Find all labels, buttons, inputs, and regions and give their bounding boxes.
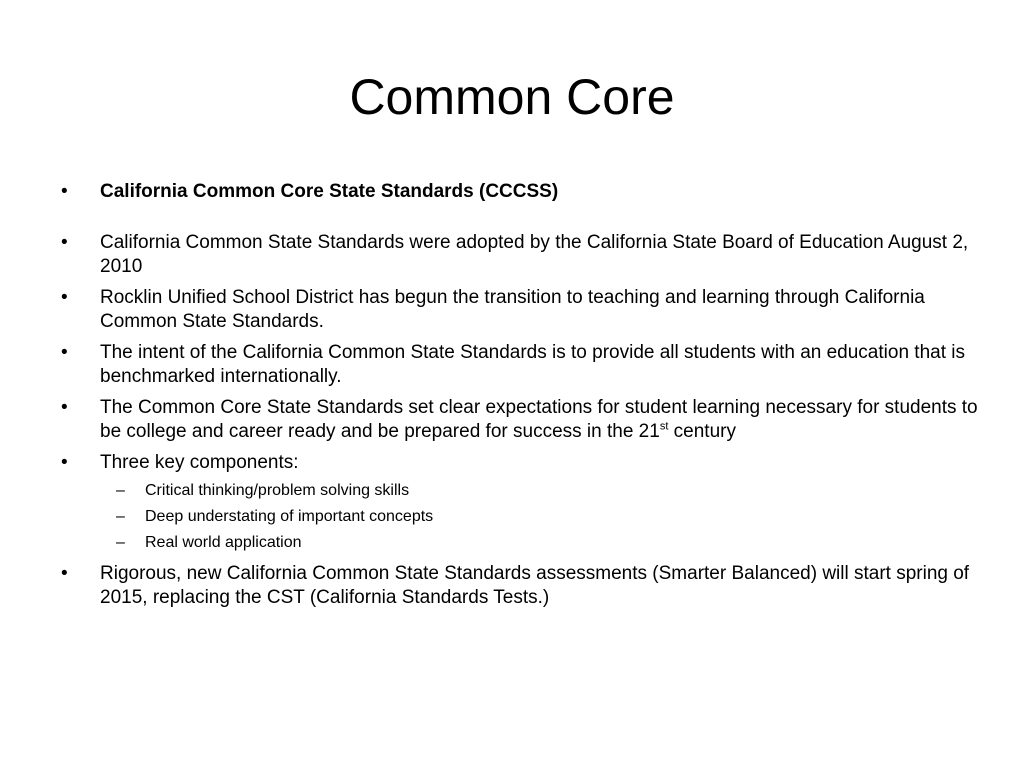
bullet-item [58,562,978,610]
bullet-text-main: The Common Core State Standards set clear expectations for student learning necessary for students to be college and career ready and be prepared for success in the 21 [100,397,978,442]
ordinal-suffix: st [659,420,669,433]
bullet-text [100,397,978,442]
bullet-text: The intent of the California Common State Standards is to provide all students with an education that is benchmarked internationally. [100,342,965,387]
bullet-text: Three key components: [100,452,299,473]
bullet-item [58,451,978,475]
bullet-marker: • [61,232,68,253]
sub-item-text: Real world application [145,534,302,551]
bullet-text: Rigorous, new California Common State Standards assessments (Smarter Balanced) will start spring of 2015, replacing the CST (California Standards Tests.) [100,563,970,608]
bullet-marker: • [61,452,68,473]
bullet-text: California Common Core State Standards (CCCSS) [100,181,559,202]
bullet-item [58,396,978,444]
bullet-text-tail: century [668,421,736,442]
sub-item [58,504,978,530]
bullet-marker: • [61,287,68,308]
slide-title: Common Core [349,69,675,125]
bullet-text: California Common State Standards were adopted by the California State Board of Education August 2, 2010 [100,232,969,277]
bullet-marker: • [61,342,68,363]
bullet-marker: • [61,181,68,202]
bullet-marker: • [61,563,68,584]
bullet-marker: • [61,397,68,418]
slide-body [58,180,978,617]
sub-item [58,478,978,504]
sub-item-text: Critical thinking/problem solving skills [145,482,410,499]
bullet-item [58,341,978,389]
sub-item-text: Deep understating of important concepts [145,508,434,525]
sub-item [58,530,978,556]
sub-marker: – [116,534,125,551]
bullet-item [58,180,978,204]
bullet-item [58,231,978,279]
sub-marker: – [116,482,125,499]
sub-list [58,478,978,556]
sub-marker: – [116,508,125,525]
bullet-item [58,286,978,334]
bullet-text: Rocklin Unified School District has begun the transition to teaching and learning through California Common State Standards. [100,287,925,332]
